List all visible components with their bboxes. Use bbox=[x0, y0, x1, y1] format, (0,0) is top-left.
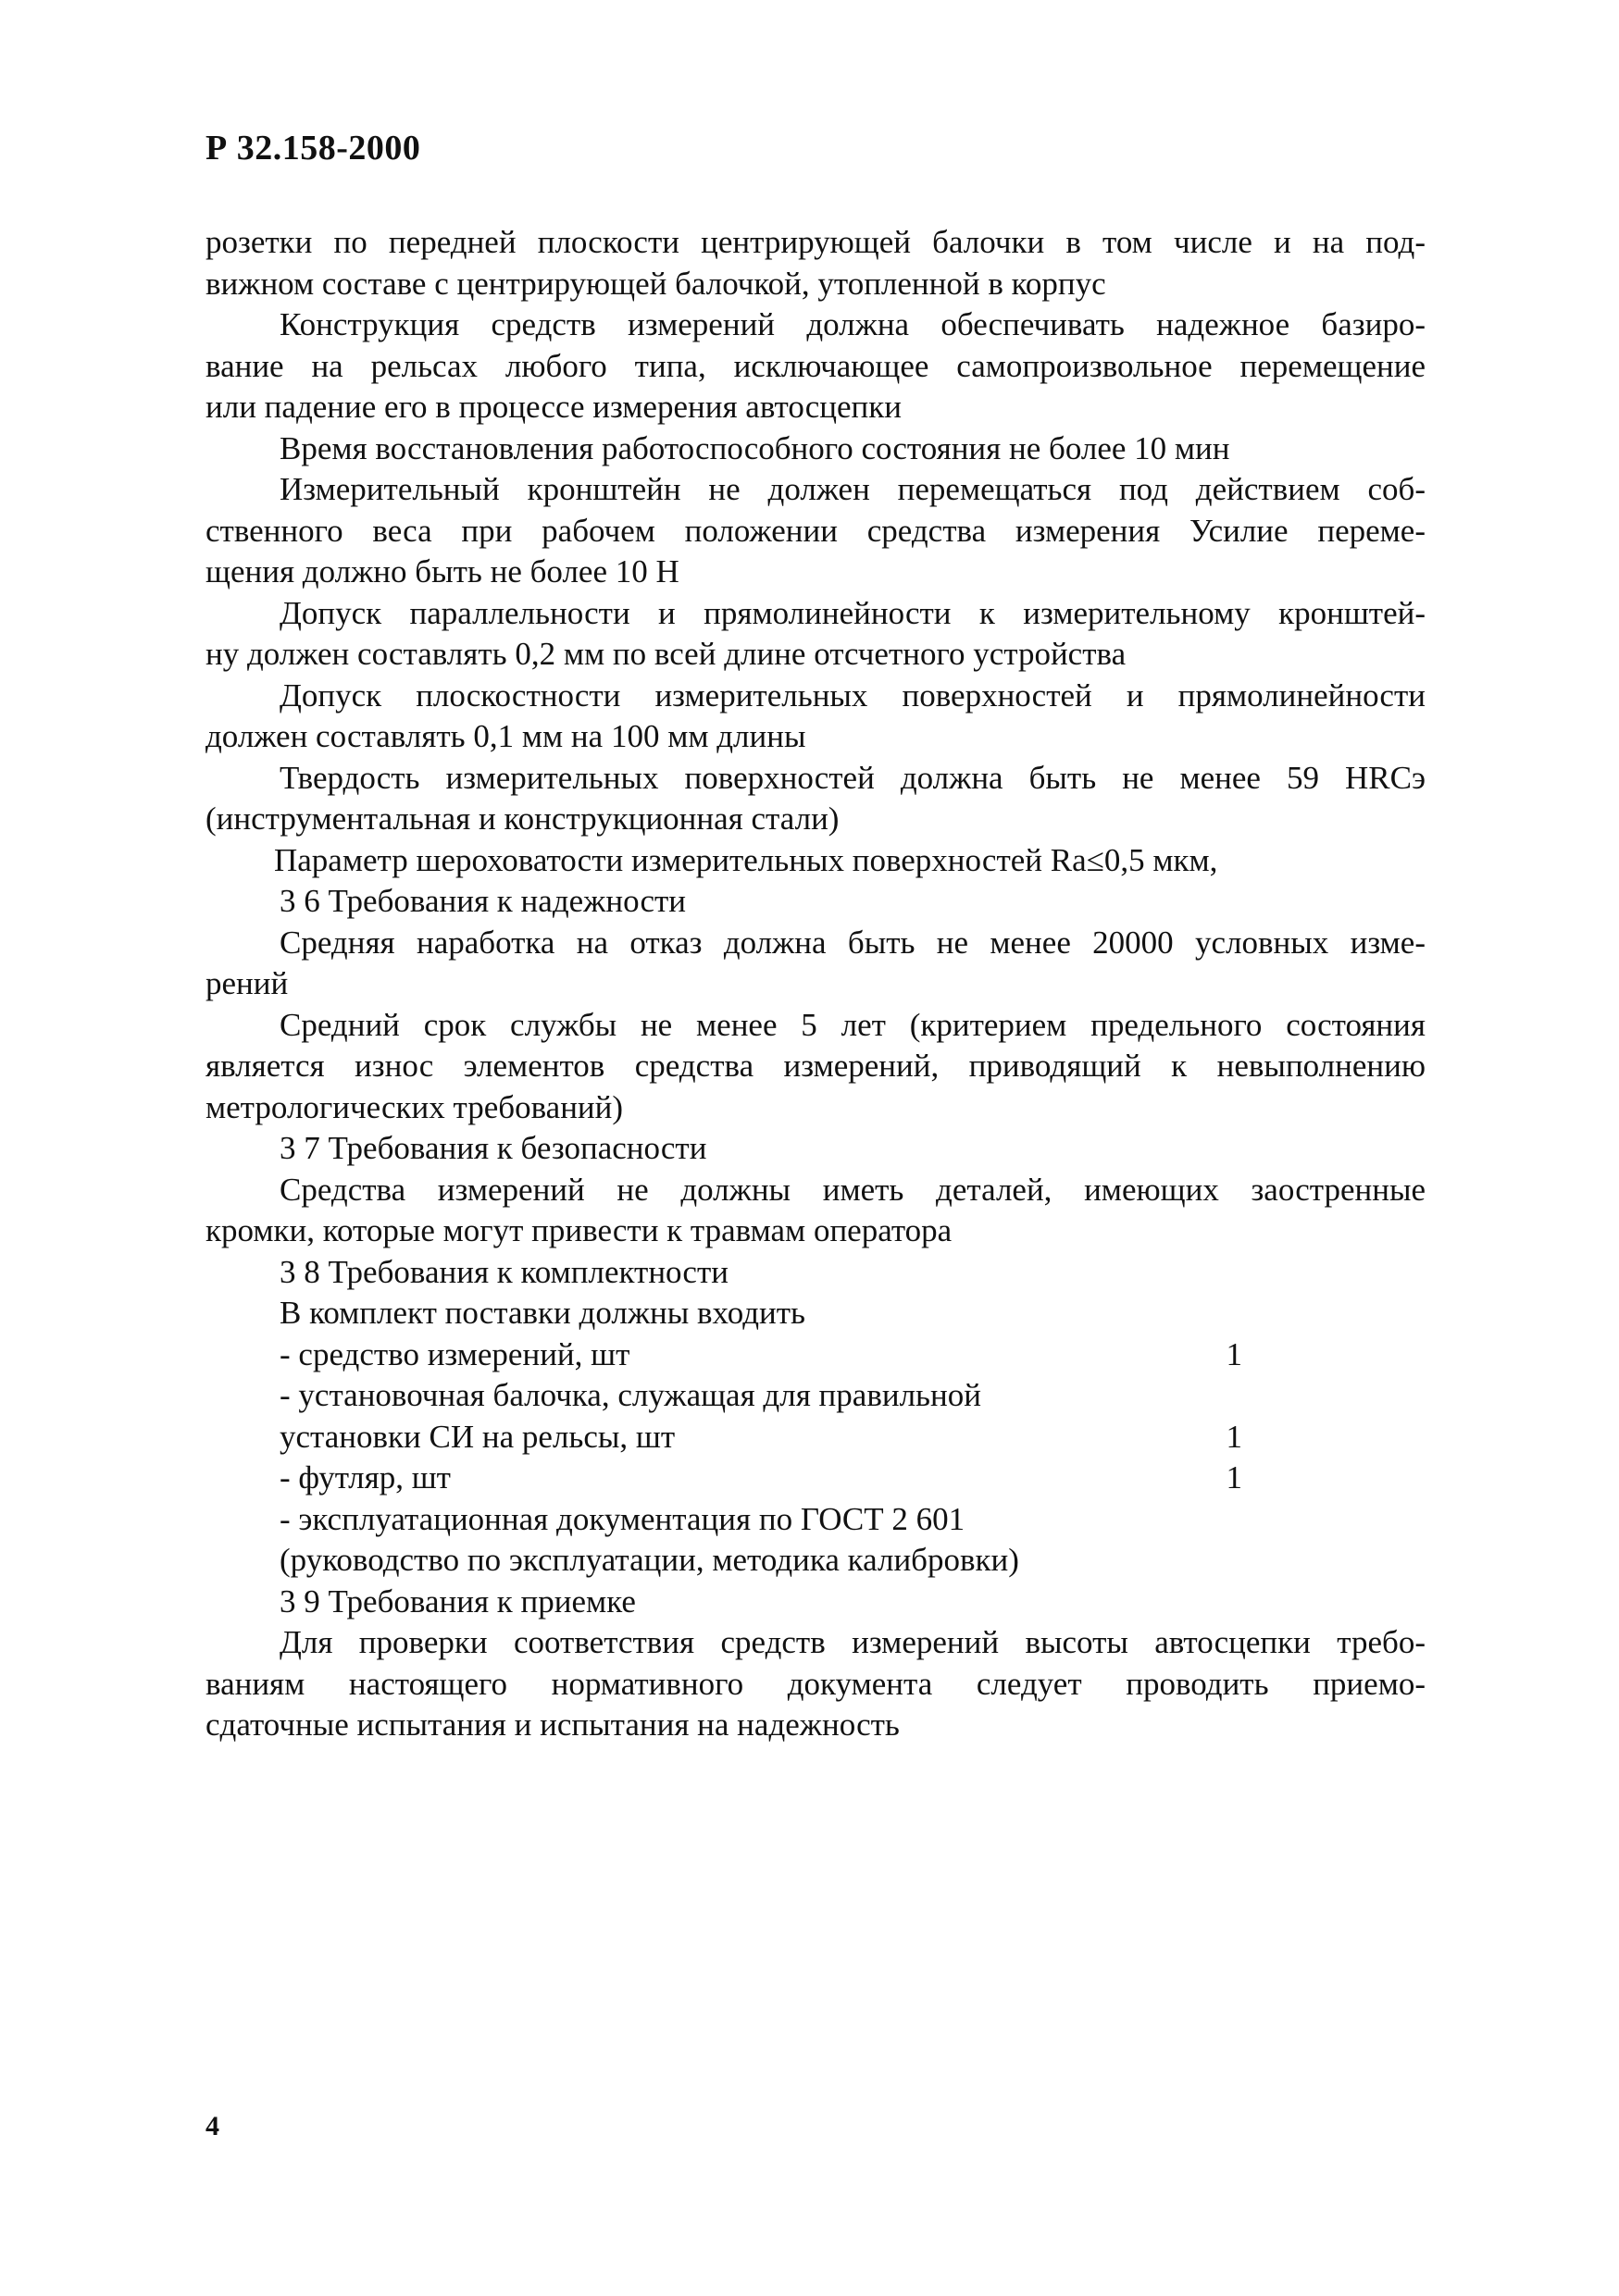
text-line: является износ элементов средства измерений, приводящий к невыполнению bbox=[205, 1048, 1426, 1084]
text-line: Параметр шероховатости измерительных поверхностей Ra≤0,5 мкм, bbox=[274, 841, 1218, 878]
list-item bbox=[280, 1458, 1242, 1499]
text-line: Допуск параллельности и прямолинейности к измерительному кронштей- bbox=[280, 594, 1426, 631]
list-item-quantity bbox=[1214, 1540, 1242, 1582]
text-line: вижном составе с центрирующей балочкой, утопленной в корпус bbox=[205, 265, 1106, 302]
page-number: 4 bbox=[205, 2111, 219, 2141]
text-line: щения должно быть не более 10 Н bbox=[205, 553, 679, 590]
text-line: Допуск плоскостности измерительных поверхностей и прямолинейности bbox=[280, 676, 1426, 714]
text-line: вание на рельсах любого типа, исключающее самопроизвольное перемещение bbox=[205, 347, 1426, 384]
list-item-text: - эксплуатационная документация по ГОСТ 2 601 bbox=[280, 1500, 965, 1537]
paragraph bbox=[205, 1622, 1426, 1746]
text-line: (инструментальная и конструкционная стали) bbox=[205, 800, 840, 837]
list-item bbox=[280, 1417, 1242, 1458]
list-item-quantity: 1 bbox=[1226, 1418, 1242, 1455]
text-line: Средняя наработка на отказ должна быть не менее 20000 условных изме- bbox=[280, 924, 1426, 961]
list-item bbox=[280, 1499, 1242, 1541]
paragraph bbox=[205, 923, 1426, 1005]
delivery-list bbox=[205, 1334, 1426, 1582]
text-line: или падение его в процессе измерения автосцепки bbox=[205, 389, 902, 425]
text-line: рений bbox=[205, 965, 289, 1001]
paragraph bbox=[205, 676, 1426, 758]
paragraph bbox=[205, 758, 1426, 840]
paragraph bbox=[205, 1293, 1426, 1334]
list-item bbox=[280, 1334, 1242, 1376]
text-line: Для проверки соответствия средств измерений высоты автосцепки требо- bbox=[280, 1624, 1426, 1660]
text-line: кромки, которые могут привести к травмам оператора bbox=[205, 1212, 953, 1248]
list-item-text: - футляр, шт bbox=[280, 1459, 451, 1496]
text-line: 3 7 Требования к безопасности bbox=[280, 1130, 707, 1166]
text-line: В комплект поставки должны входить bbox=[280, 1295, 805, 1331]
list-item-text: (руководство по эксплуатации, методика калибровки) bbox=[280, 1542, 1019, 1578]
list-item-text: - установочная балочка, служащая для правильной bbox=[280, 1377, 981, 1413]
text-line: ваниям настоящего нормативного документа следует проводить приемо- bbox=[205, 1665, 1426, 1702]
text-line: ственного веса при рабочем положении средства измерения Усилие переме- bbox=[205, 512, 1426, 549]
list-item-quantity: 1 bbox=[1226, 1459, 1242, 1496]
list-item-quantity bbox=[1214, 1375, 1242, 1417]
text-line: розетки по передней плоскости центрирующей балочки в том числе и на под- bbox=[205, 224, 1426, 260]
section-heading bbox=[205, 1582, 1426, 1623]
document-header: Р 32.158-2000 bbox=[205, 129, 421, 168]
text-line: Измерительный кронштейн не должен перемещаться под действием соб- bbox=[280, 471, 1426, 507]
document-body bbox=[205, 222, 1426, 1746]
text-line: метрологических требований) bbox=[205, 1088, 624, 1125]
list-item-text: - средство измерений, шт bbox=[280, 1335, 630, 1372]
paragraph bbox=[205, 469, 1426, 593]
text-line: 3 9 Требования к приемке bbox=[280, 1582, 636, 1620]
text-line: Твердость измерительных поверхностей должна быть не менее 59 HRCэ bbox=[280, 759, 1426, 796]
paragraph bbox=[205, 840, 1426, 882]
text-line: 3 6 Требования к надежности bbox=[280, 883, 687, 919]
text-line: ну должен составлять 0,2 мм по всей длине отсчетного устройства bbox=[205, 636, 1127, 672]
section-heading bbox=[205, 881, 1426, 923]
paragraph bbox=[205, 593, 1426, 676]
text-line: Средний срок службы не менее 5 лет (критерием предельного состояния bbox=[280, 1006, 1426, 1043]
list-item bbox=[280, 1375, 1242, 1417]
list-item-quantity: 1 bbox=[1226, 1335, 1242, 1372]
text-line: Конструкция средств измерений должна обеспечивать надежное базиро- bbox=[280, 306, 1426, 342]
paragraph bbox=[205, 304, 1426, 428]
paragraph bbox=[205, 1170, 1426, 1252]
paragraph bbox=[205, 222, 1426, 304]
text-line: должен составлять 0,1 мм на 100 мм длины bbox=[205, 718, 806, 754]
text-line: сдаточные испытания и испытания на надежность bbox=[205, 1706, 900, 1743]
text-line: 3 8 Требования к комплектности bbox=[280, 1253, 729, 1290]
text-line: Средства измерений не должны иметь деталей, имеющих заостренные bbox=[280, 1171, 1426, 1208]
paragraph bbox=[205, 428, 1426, 470]
list-item-text: установки СИ на рельсы, шт bbox=[280, 1418, 676, 1455]
paragraph bbox=[205, 1005, 1426, 1129]
list-item-quantity bbox=[1214, 1499, 1242, 1541]
section-heading bbox=[205, 1128, 1426, 1170]
section-heading bbox=[205, 1252, 1426, 1294]
text-line: Время восстановления работоспособного состояния не более 10 мин bbox=[280, 429, 1230, 466]
list-item bbox=[280, 1540, 1242, 1582]
